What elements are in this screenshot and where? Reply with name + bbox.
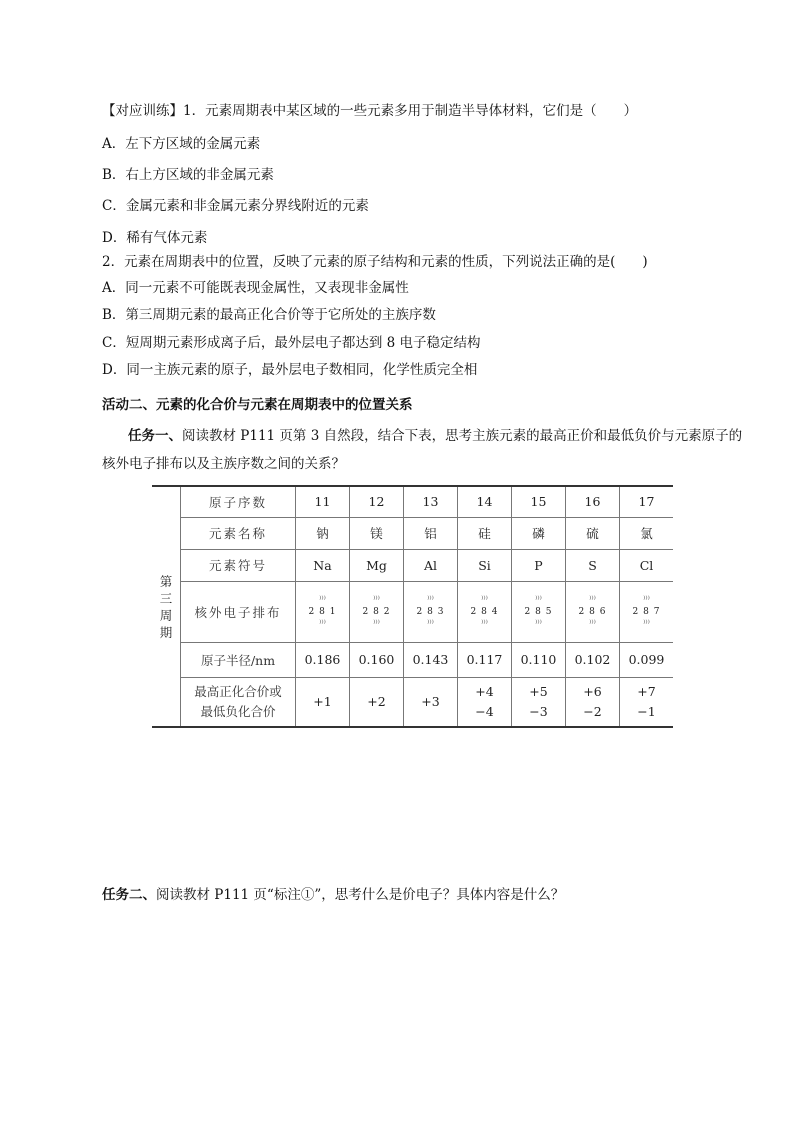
electron-shell-diagram: ⁾⁾⁾ 2 8 6 ⁾⁾⁾ (566, 581, 620, 642)
electron-shell-diagram: ⁾⁾⁾ 2 8 5 ⁾⁾⁾ (512, 581, 566, 642)
atomic-radius: 0.102 (566, 642, 620, 677)
header-element-name: 元素名称 (181, 517, 296, 549)
atomic-radius: 0.160 (350, 642, 404, 677)
exercise-prefix: 【对应训练】 (102, 103, 183, 119)
header-valence: 最高正化合价或 最低负化合价 (181, 677, 296, 727)
period-label-text: 第三周期 (159, 573, 173, 640)
row-atomic-radius (152, 642, 673, 677)
min-valence: −4 (475, 703, 494, 719)
element-name: 氯 (620, 517, 674, 549)
shell-arcs-bottom-icon: ⁾⁾⁾ (373, 618, 380, 629)
element-name: 镁 (350, 517, 404, 549)
row-element-symbol (152, 549, 673, 581)
min-valence: −1 (637, 703, 656, 719)
q1-option-b: B．右上方区域的非金属元素 (102, 167, 274, 183)
atomic-number: 11 (296, 486, 350, 517)
header-element-symbol: 元素符号 (181, 549, 296, 581)
element-symbol: S (566, 549, 620, 581)
max-valence: +3 (421, 694, 440, 710)
max-valence: +6 (583, 683, 602, 699)
max-valence: +2 (367, 694, 386, 710)
electron-shell-diagram: ⁾⁾⁾ 2 8 7 ⁾⁾⁾ (620, 581, 674, 642)
element-name: 钠 (296, 517, 350, 549)
element-symbol: Na (296, 549, 350, 581)
question-1 (102, 102, 637, 120)
row-electron-shells (152, 581, 673, 642)
row-valence (152, 677, 673, 727)
max-valence: +1 (313, 694, 332, 710)
shell-arcs-top-icon: ⁾⁾⁾ (427, 594, 434, 605)
q1-option-a: A．左下方区域的金属元素 (102, 136, 261, 152)
max-valence: +4 (475, 683, 494, 699)
question-1-text: 1．元素周期表中某区域的一些元素多用于制造半导体材料，它们是（ ） (183, 103, 638, 119)
q2-option-c: C．短周期元素形成离子后，最外层电子都达到 8 电子稳定结构 (102, 335, 481, 351)
task-2-label: 任务二、 (102, 887, 156, 903)
electron-shell-diagram: ⁾⁾⁾ 2 8 4 ⁾⁾⁾ (458, 581, 512, 642)
shell-arcs-top-icon: ⁾⁾⁾ (319, 594, 326, 605)
q1-option-c: C．金属元素和非金属元素分界线附近的元素 (102, 198, 369, 214)
shell-arcs-bottom-icon: ⁾⁾⁾ (589, 618, 596, 629)
atomic-number: 12 (350, 486, 404, 517)
element-name: 磷 (512, 517, 566, 549)
header-atomic-radius: 原子半径/nm (181, 642, 296, 677)
shell-arcs-top-icon: ⁾⁾⁾ (643, 594, 650, 605)
electron-shell-diagram: ⁾⁾⁾ 2 8 1 ⁾⁾⁾ (296, 581, 350, 642)
valence-cell (512, 677, 566, 727)
shell-arcs-bottom-icon: ⁾⁾⁾ (535, 618, 542, 629)
atomic-number: 14 (458, 486, 512, 517)
valence-cell (350, 677, 404, 727)
valence-cell (296, 677, 350, 727)
header-atomic-number: 原子序数 (181, 486, 296, 517)
question-2-text: 2．元素在周期表中的位置，反映了元素的原子结构和元素的性质，下列说法正确的是( ) (102, 254, 648, 270)
atomic-radius: 0.186 (296, 642, 350, 677)
q2-option-d: D．同一主族元素的原子，最外层电子数相同，化学性质完全相 (102, 362, 478, 378)
element-symbol: Cl (620, 549, 674, 581)
atomic-radius: 0.143 (404, 642, 458, 677)
electron-shell-diagram: ⁾⁾⁾ 2 8 2 ⁾⁾⁾ (350, 581, 404, 642)
period-3-element-table (152, 485, 673, 728)
element-symbol: Al (404, 549, 458, 581)
element-symbol: Si (458, 549, 512, 581)
header-electron-shells: 核外电子排布 (181, 581, 296, 642)
task-1-paragraph (128, 427, 742, 445)
shell-arcs-bottom-icon: ⁾⁾⁾ (427, 618, 434, 629)
max-valence: +5 (529, 683, 548, 699)
shell-arcs-top-icon: ⁾⁾⁾ (481, 594, 488, 605)
row-element-name (152, 517, 673, 549)
element-name: 硅 (458, 517, 512, 549)
q2-option-b: B．第三周期元素的最高正化合价等于它所处的主族序数 (102, 307, 436, 323)
valence-cell (404, 677, 458, 727)
valence-cell (620, 677, 674, 727)
q1-option-d: D．稀有气体元素 (102, 230, 208, 246)
activity-2-heading: 活动二、元素的化合价与元素在周期表中的位置关系 (102, 397, 413, 413)
element-name: 硫 (566, 517, 620, 549)
atomic-number: 17 (620, 486, 674, 517)
shell-arcs-bottom-icon: ⁾⁾⁾ (319, 618, 326, 629)
electron-shell-diagram: ⁾⁾⁾ 2 8 3 ⁾⁾⁾ (404, 581, 458, 642)
shell-arcs-top-icon: ⁾⁾⁾ (535, 594, 542, 605)
shell-arcs-bottom-icon: ⁾⁾⁾ (643, 618, 650, 629)
valence-cell (566, 677, 620, 727)
max-valence: +7 (637, 683, 656, 699)
atomic-radius: 0.099 (620, 642, 674, 677)
atomic-radius: 0.117 (458, 642, 512, 677)
shell-arcs-bottom-icon: ⁾⁾⁾ (481, 618, 488, 629)
task-1-text: 阅读教材 P111 页第 3 自然段，结合下表，思考主族元素的最高正价和最低负价与元素原子的 (182, 428, 743, 444)
element-symbol: Mg (350, 549, 404, 581)
task-2-paragraph (102, 886, 564, 904)
atomic-number: 16 (566, 486, 620, 517)
period-label (152, 486, 181, 727)
row-atomic-number (152, 486, 673, 517)
min-valence: −2 (583, 703, 602, 719)
valence-cell (458, 677, 512, 727)
shell-arcs-top-icon: ⁾⁾⁾ (589, 594, 596, 605)
element-name: 铝 (404, 517, 458, 549)
task-1-label: 任务一、 (128, 428, 182, 444)
atomic-number: 15 (512, 486, 566, 517)
atomic-number: 13 (404, 486, 458, 517)
min-valence: −3 (529, 703, 548, 719)
q2-option-a: A．同一元素不可能既表现金属性，又表现非金属性 (102, 280, 409, 296)
element-symbol: P (512, 549, 566, 581)
shell-arcs-top-icon: ⁾⁾⁾ (373, 594, 380, 605)
task-1-text-continued: 核外电子排布以及主族序数之间的关系？ (102, 456, 345, 472)
task-2-text: 阅读教材 P111 页“标注①”，思考什么是价电子？具体内容是什么？ (156, 887, 565, 903)
atomic-radius: 0.110 (512, 642, 566, 677)
